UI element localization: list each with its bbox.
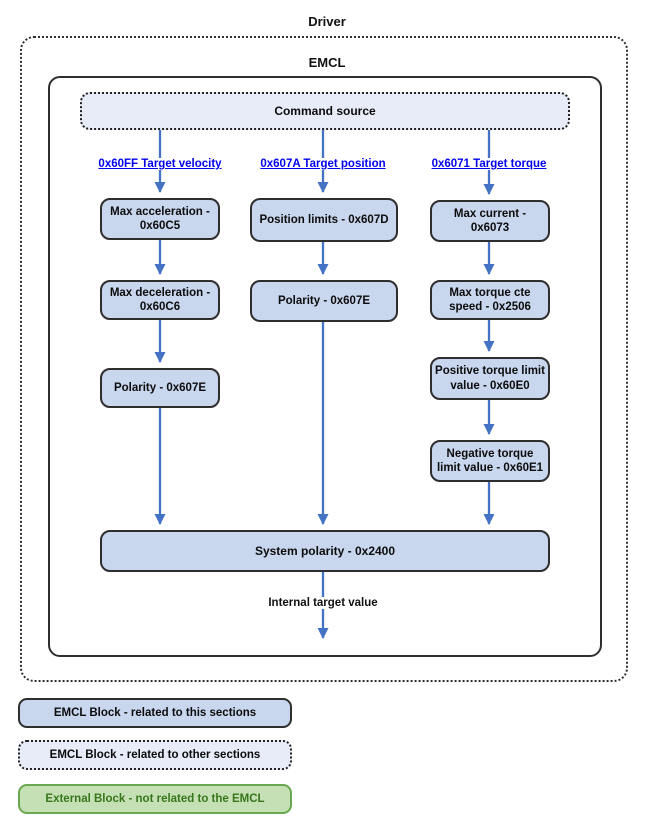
block-positive-torque-limit: Positive torque limit value - 0x60E0 (430, 357, 550, 400)
legend-external-block: External Block - not related to the EMCL (18, 784, 292, 814)
emcl-title: EMCL (308, 55, 346, 70)
block-polarity-position: Polarity - 0x607E (250, 280, 398, 322)
block-polarity-velocity: Polarity - 0x607E (100, 368, 220, 408)
driver-title: Driver (308, 14, 346, 29)
block-max-acceleration: Max acceleration - 0x60C5 (100, 198, 220, 240)
command-source-block: Command source (80, 92, 570, 130)
legend-emcl-other-sections: EMCL Block - related to other sections (18, 740, 292, 770)
block-system-polarity: System polarity - 0x2400 (100, 530, 550, 572)
block-position-limits: Position limits - 0x607D (250, 198, 398, 242)
link-target-position[interactable]: 0x607A Target position (257, 158, 388, 170)
block-max-current: Max current - 0x6073 (430, 200, 550, 242)
block-max-deceleration: Max deceleration - 0x60C6 (100, 280, 220, 320)
block-max-torque-cte-speed: Max torque cte speed - 0x2506 (430, 280, 550, 320)
link-target-torque[interactable]: 0x6071 Target torque (429, 158, 550, 170)
internal-target-value-label: Internal target value (264, 597, 381, 609)
legend-emcl-this-section: EMCL Block - related to this sections (18, 698, 292, 728)
link-target-velocity[interactable]: 0x60FF Target velocity (95, 158, 224, 170)
block-negative-torque-limit: Negative torque limit value - 0x60E1 (430, 440, 550, 482)
